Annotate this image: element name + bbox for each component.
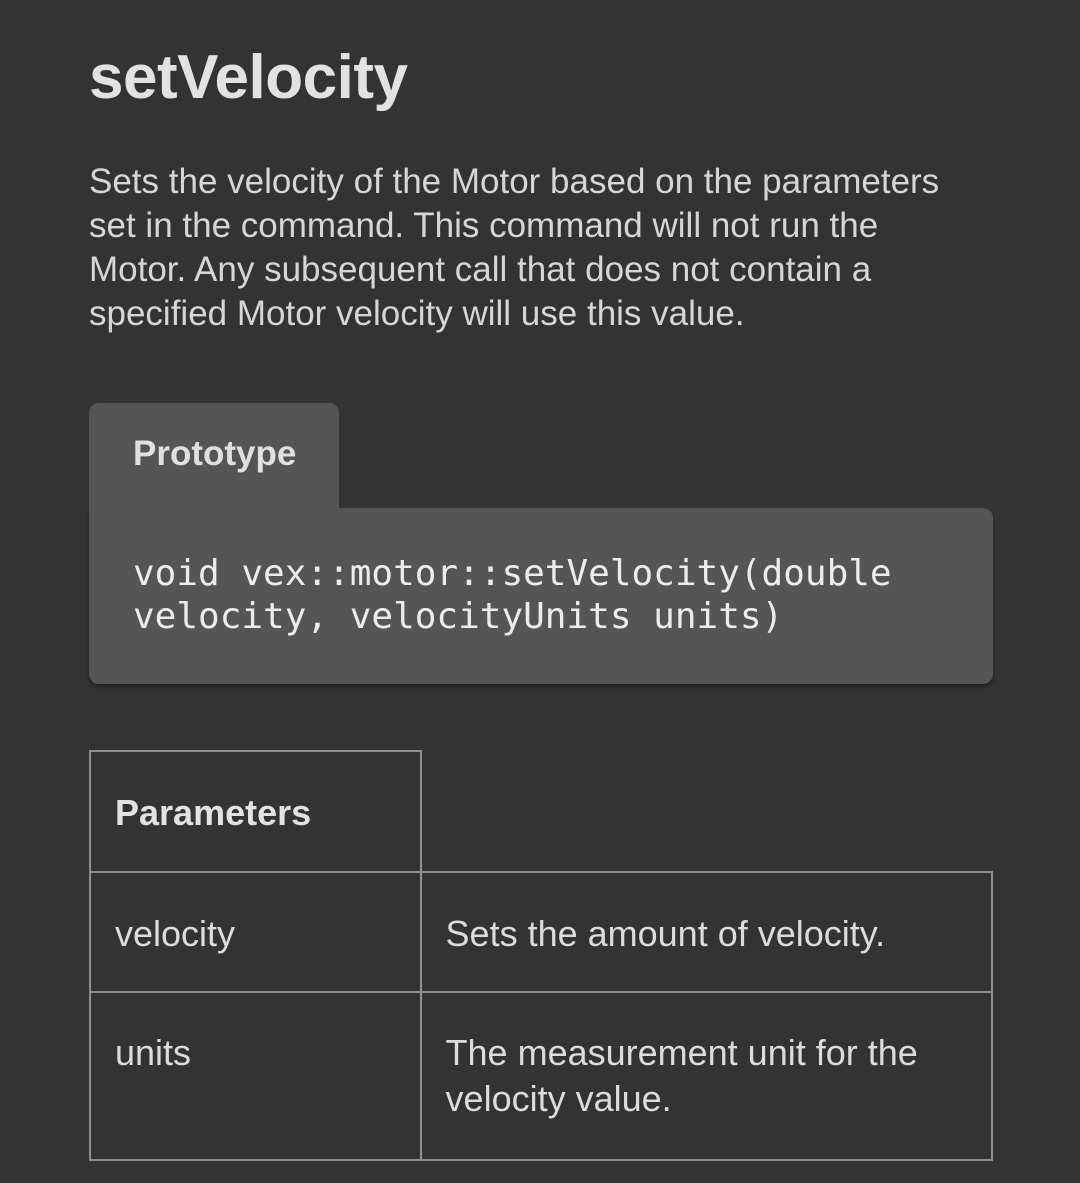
table-row: [90, 872, 992, 992]
prototype-tab-label: Prototype: [133, 434, 297, 473]
prototype-code-line-2: velocity, velocityUnits units): [133, 596, 784, 637]
table-row: [90, 992, 992, 1160]
prototype-code-line-1: void vex::motor::setVelocity(double: [133, 553, 892, 594]
parameters-header-row: [90, 751, 992, 872]
param-name-units: units: [90, 992, 421, 1160]
description-text: Sets the velocity of the Motor based on the parameters set in the command. This command will not run the Motor. Any subsequent call that does not contain a specified Motor velocity will use this value.: [89, 162, 940, 333]
prototype-tab: [89, 403, 339, 513]
param-description-units: The measurement unit for the velocity value.: [421, 992, 992, 1160]
prototype-code: [133, 552, 993, 638]
param-name-velocity: velocity: [90, 872, 421, 992]
param-description-velocity: Sets the amount of velocity.: [421, 872, 992, 992]
parameters-header-empty: [421, 751, 992, 872]
prototype-code-box: [89, 508, 993, 684]
parameters-table: [89, 750, 993, 1161]
parameters-header: Parameters: [90, 751, 421, 872]
page-title: setVelocity: [89, 43, 408, 112]
